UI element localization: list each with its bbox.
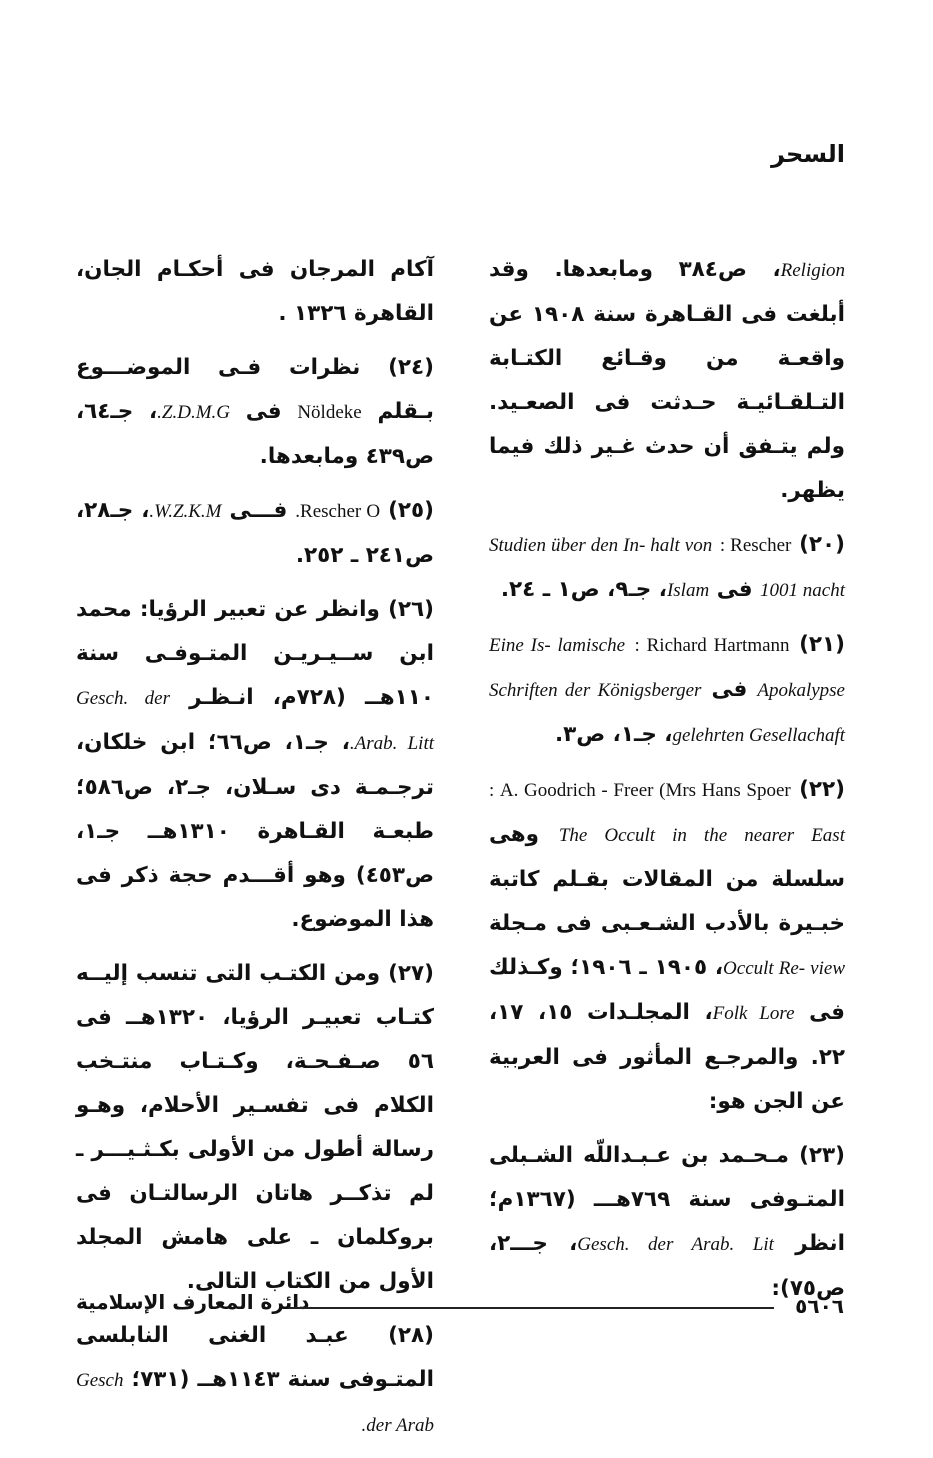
author-name: Rescher : [719,535,792,556]
paragraph-text: ومن الكتـب التى تنسب إليــه كتـاب تعبيـر الرؤيا، ١٣٢٠هــ فى ٥٦ صـفـحـة، وكـتـاب منتـخب الكلام فى تفسـير الأحلام، وهـو رسالة أطول من الأولى بكـثـيـــر ـ لم تذكــر هاتان الرسالتـان فى بروكلمان ـ على هامش المجلد الأول من الكتاب التالى. [76,961,435,1294]
right-column [489,248,845,1321]
paragraph-text: وانظر عن تعبير الرؤيا: محمد ابن ســيـريـن المتـوفـى سنة ١١٠هــ (٧٢٨م، انـظـر [76,597,434,710]
continued-paragraph [76,248,434,336]
footnote-26 [76,588,434,942]
page-title: السحر [771,140,845,168]
footnote-28 [76,1314,434,1448]
footnote-number: (٢١) [799,632,845,657]
footnote-25 [76,489,434,578]
latin-title: Studien über den In- halt von 1001 nacht [489,535,845,601]
journal-title: W.Z.K.M. [149,501,222,522]
footer-divider [288,1307,774,1309]
citation-text: ، جـ٩، ص١ ـ ٢٤. [500,577,667,602]
latin-title: Eine Is- lamische Apokalypse [489,635,845,701]
page-footer [76,1290,844,1326]
paragraph-text: مـحـمد بن عـبـداللّه الشـبلى المتـوفى سنة ٧٦٩هـــ (١٣٦٧م؛ انظر [489,1143,845,1256]
fi-word: فـــى [229,498,288,523]
fi-word: فى [245,399,282,424]
citation-text: ، جـ١، ص٣. [554,722,673,747]
footnote-number: (٢٨) [388,1323,434,1348]
footnote-20 [489,523,845,613]
footnote-number: (٢٦) [388,597,434,622]
page-number: ٥٦٠٦ [795,1294,844,1318]
footnote-number: (٢٧) [388,961,434,986]
citation-text: ، جـــ٢، ص٧٥): [489,1231,845,1301]
footnote-21 [489,623,845,758]
paragraph-text: نظرات فـى الموضـــوع بـقلم [76,355,434,424]
footnote-number: (٢٤) [388,355,434,380]
journal-title: Gesch. der Arab. Lit [577,1234,774,1255]
paragraph-text: ، المجلـدات ١٥، ١٧، ٢٢. والمرجـع المأثور فى العربية عن الجن هو: [489,1000,845,1114]
paragraph-text: ، ١٩٠٥ ـ ١٩٠٦؛ وكـذلك فى [489,955,845,1025]
latin-reference: Religion [780,260,846,281]
latin-title: The Occult in the nearer East [558,825,845,846]
author-name: Rescher O. [295,501,381,522]
journal-title: Islam [666,580,710,601]
paragraph-text: وهى سلسلة من المقالات بقـلم كاتبة خبـيرة بالأدب الشـعـبى فى مـجلة [489,822,845,936]
paragraph-text: ، ص٣٨٤ ومابعدها. وقد أبلغت فى القـاهرة سنة ١٩٠٨ عن واقعـة من وقـائع الكتـابة التـلقـائيـة حـدثت فى الصعـيد. ولم يتـفق أن حدث غـير ذلك فيما يظهر. [489,257,845,503]
footnote-paragraph [489,248,845,513]
journal-title: Z.D.M.G. [157,402,231,423]
citation-text: ، جـ٦٤، ص٤٣٩ ومابعدها. [76,399,434,469]
footnote-24 [76,346,434,479]
journal-title: Gesch. der Arab. Litt. [76,688,435,754]
author-name: A. Goodrich - Freer (Mrs Hans Spoer : [489,780,791,801]
fi-word: فى [716,577,753,602]
journal-title: Schriften der Königsberger gelehrten Gesellachaft [489,680,845,746]
journal-title: Folk Lore [712,1003,795,1024]
series-title: دائرة المعارف الإسلامية [76,1290,310,1314]
left-column [76,248,434,1458]
citation-text: ، جـ٢٨، ص٢٤١ ـ ٢٥٢. [76,498,434,568]
paragraph-text: آكام المرجان فى أحكـام الجان، القاهرة ١٣٢٦ . [76,257,434,326]
footnote-number: (٢٣) [799,1143,845,1168]
footnote-number: (٢٠) [799,532,845,557]
fi-word: فى [711,677,748,702]
footnote-number: (٢٥) [388,498,434,523]
paragraph-text: ، جـ١، ص٦٦؛ ابن خلكان، ترجـمـة دى سـلان، جـ٢، ص٥٨٦؛ طبعـة القـاهرة ١٣١٠هــ جـ١، ص٤٥٣) وهو أقـــدم حجة ذكر فى هذا الموضوع. [76,730,435,932]
footnote-22 [489,768,845,1124]
paragraph-text: عبـد الغنى النابلسى المتـوفى سنة ١١٤٣هــ (٧٣١؛ [76,1323,434,1392]
footnote-27 [76,952,434,1304]
journal-title: Occult Re- view [723,958,845,979]
author-name: Nöldeke [297,402,362,423]
footnote-23 [489,1134,845,1311]
journal-title: Gesch der Arab. [76,1370,434,1436]
author-name: Richard Hartmann : [634,635,790,656]
footnote-number: (٢٢) [799,777,845,802]
